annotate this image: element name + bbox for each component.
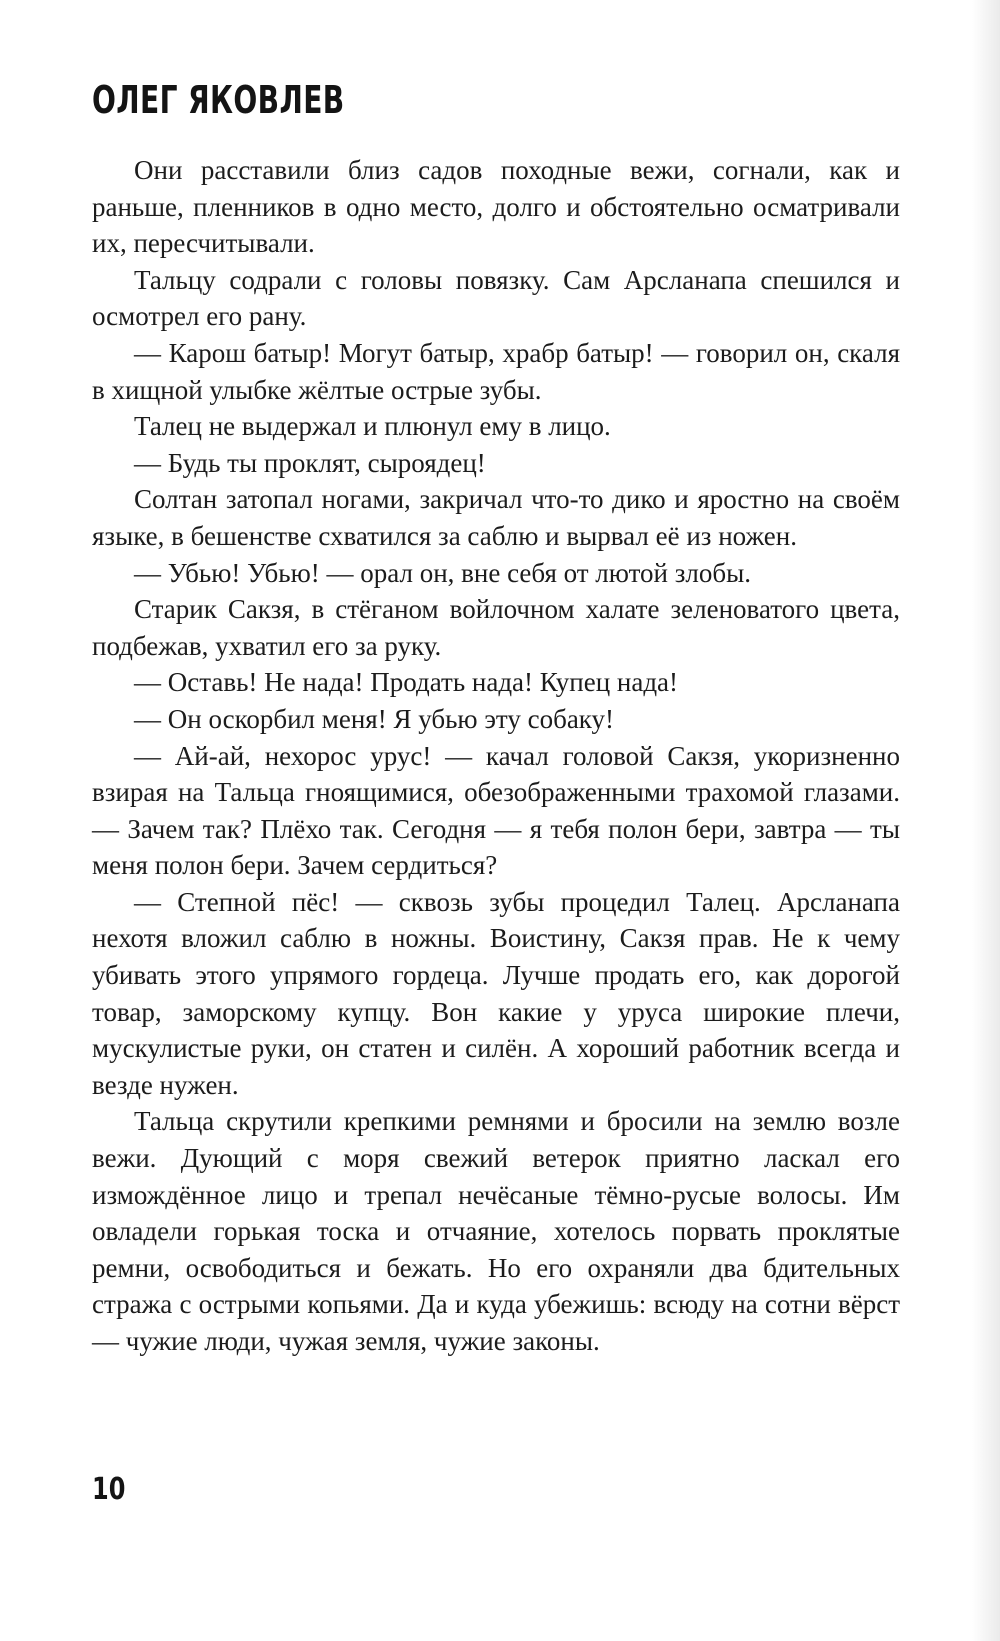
paragraph: — Будь ты проклят, сыроядец! — [134, 447, 486, 478]
paragraph: Талец не выдержал и плюнул ему в лицо. — [134, 411, 611, 442]
running-head: ОЛЕГ ЯКОВЛЕВ — [92, 78, 345, 122]
body-text — [92, 152, 900, 1360]
paragraph: Они расставили близ садов походные вежи, согнали, как и раньше, пленников в одно место, долго и обстоятельно осматривали их, пересчитывали. — [92, 155, 900, 259]
paragraph: Солтан затопал ногами, закричал что-то дико и яростно на своём языке, в бешенстве схватился за саблю и вырвал её из ножен. — [92, 484, 900, 551]
paragraph: Тальцу содрали с головы повязку. Сам Арсланапа спешился и осмотрел его рану. — [92, 264, 900, 332]
paragraph: — Ай-ай, нехорос урус! — качал головой Сакзя, укоризненно взирая на Тальца гноящимися, обезображенными трахомой глазами. — Зачем так? Плёхо так. Сегодня — я тебя полон бери, завтра — ты меня полон бери. Зачем сердиться? — [92, 740, 900, 881]
page-edge-shadow — [972, 0, 1000, 1641]
paragraph: — Карош батыр! Могут батыр, храбр батыр! — говорил он, скаля в хищной улыбке жёлтые острые зубы. — [92, 337, 900, 405]
paragraph: Тальца скрутили крепкими ремнями и бросили на землю возле вежи. Дующий с моря свежий ветерок приятно ласкал его измождённое лицо и трепал нечёсаные тёмно-русые волосы. Им овладели горькая тоска и отчаяние, хотелось порвать проклятые ремни, освободиться и бежать. Но его охраняли два бдительных стража с острыми копьями. Да и куда убежишь: всюду на сотни вёрст — чужие люди, чужая земля, чужие законы. — [92, 1106, 900, 1356]
page-number: 10 — [92, 1472, 126, 1507]
paragraph: — Оставь! Не нада! Продать нада! Купец нада! — [134, 667, 679, 698]
paragraph: — Он оскорбил меня! Я убью эту собаку! — [134, 703, 615, 734]
paragraph: — Степной пёс! — сквозь зубы процедил Талец. Арсланапа нехотя вложил саблю в ножны. Воистину, Сакзя прав. Не к чему убивать этого упрямого гордеца. Лучше продать его, как дорогой товар, заморскому купцу. Вон какие у уруса широкие плечи, мускулистые руки, он статен и силён. А хороший работник всегда и везде нужен. — [92, 886, 900, 1100]
paragraph: — Убью! Убью! — орал он, вне себя от лютой злобы. — [134, 557, 752, 588]
paragraph: Старик Сакзя, в стёганом войлочном халате зеленоватого цвета, подбежав, ухватил его за руку. — [92, 594, 900, 661]
